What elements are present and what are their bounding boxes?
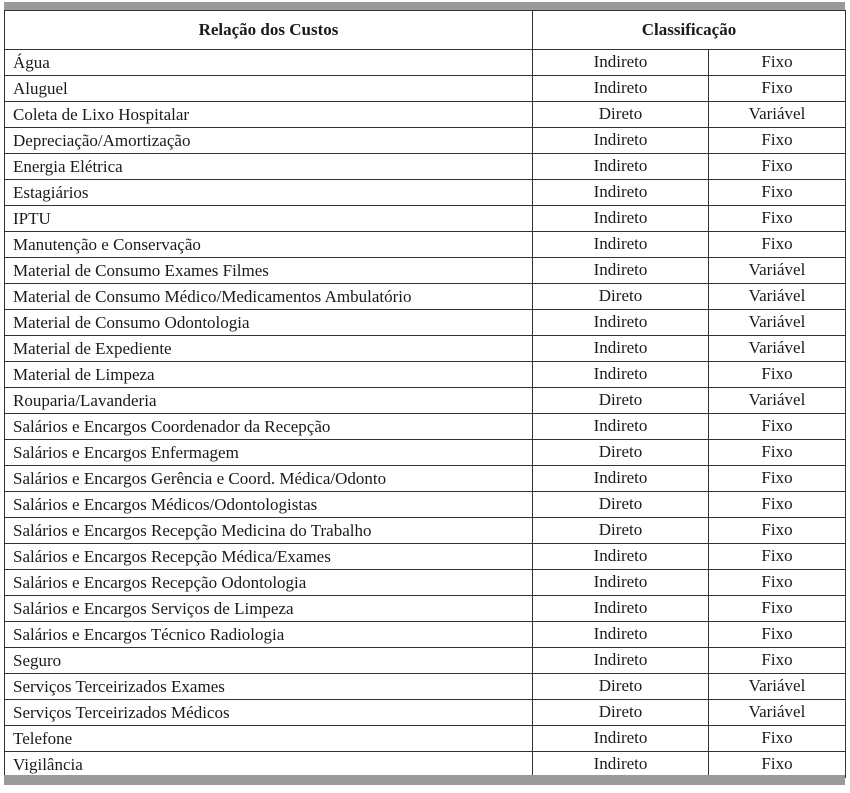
cost-name-cell: Salários e Encargos Técnico Radiologia	[5, 622, 533, 648]
cost-type-cell: Indireto	[533, 622, 709, 648]
cost-type-cell: Indireto	[533, 310, 709, 336]
cost-behavior-cell: Fixo	[709, 50, 846, 76]
bottom-border-bar	[4, 775, 845, 785]
cost-name-cell: Material de Consumo Médico/Medicamentos Ambulatório	[5, 284, 533, 310]
cost-type-cell: Direto	[533, 674, 709, 700]
table-row	[5, 180, 846, 206]
cost-type-cell: Indireto	[533, 726, 709, 752]
cost-behavior-cell: Fixo	[709, 492, 846, 518]
cost-type-cell: Direto	[533, 700, 709, 726]
cost-name-cell: IPTU	[5, 206, 533, 232]
cost-type-cell: Indireto	[533, 50, 709, 76]
cost-type-cell: Indireto	[533, 232, 709, 258]
cost-type-cell: Indireto	[533, 76, 709, 102]
table-row	[5, 284, 846, 310]
table-body	[5, 50, 846, 778]
top-border-bar	[4, 2, 845, 10]
table-row	[5, 154, 846, 180]
cost-type-cell: Indireto	[533, 752, 709, 778]
cost-behavior-cell: Variável	[709, 284, 846, 310]
table-row	[5, 76, 846, 102]
table-row	[5, 466, 846, 492]
cost-type-cell: Direto	[533, 518, 709, 544]
cost-name-cell: Material de Expediente	[5, 336, 533, 362]
table-row	[5, 50, 846, 76]
cost-type-cell: Indireto	[533, 154, 709, 180]
table-header-row	[5, 11, 846, 50]
cost-behavior-cell: Fixo	[709, 726, 846, 752]
cost-name-cell: Salários e Encargos Médicos/Odontologistas	[5, 492, 533, 518]
table-row	[5, 518, 846, 544]
cost-name-cell: Manutenção e Conservação	[5, 232, 533, 258]
table-row	[5, 596, 846, 622]
table-row	[5, 622, 846, 648]
table-row	[5, 102, 846, 128]
cost-name-cell: Coleta de Lixo Hospitalar	[5, 102, 533, 128]
table-row	[5, 674, 846, 700]
table-row	[5, 310, 846, 336]
cost-behavior-cell: Fixo	[709, 232, 846, 258]
cost-behavior-cell: Variável	[709, 102, 846, 128]
table-row	[5, 362, 846, 388]
cost-type-cell: Indireto	[533, 336, 709, 362]
cost-behavior-cell: Fixo	[709, 648, 846, 674]
table-row	[5, 414, 846, 440]
cost-name-cell: Serviços Terceirizados Exames	[5, 674, 533, 700]
table-row	[5, 752, 846, 778]
costs-table	[4, 10, 846, 778]
cost-behavior-cell: Fixo	[709, 544, 846, 570]
cost-behavior-cell: Variável	[709, 674, 846, 700]
cost-type-cell: Direto	[533, 440, 709, 466]
cost-name-cell: Estagiários	[5, 180, 533, 206]
cost-behavior-cell: Fixo	[709, 180, 846, 206]
cost-behavior-cell: Fixo	[709, 362, 846, 388]
cost-behavior-cell: Variável	[709, 388, 846, 414]
cost-name-cell: Salários e Encargos Coordenador da Recepção	[5, 414, 533, 440]
cost-name-cell: Material de Consumo Odontologia	[5, 310, 533, 336]
cost-type-cell: Direto	[533, 284, 709, 310]
cost-behavior-cell: Fixo	[709, 752, 846, 778]
cost-name-cell: Salários e Encargos Serviços de Limpeza	[5, 596, 533, 622]
cost-type-cell: Direto	[533, 492, 709, 518]
cost-name-cell: Telefone	[5, 726, 533, 752]
cost-type-cell: Indireto	[533, 258, 709, 284]
header-cost-relation: Relação dos Custos	[5, 11, 533, 50]
cost-name-cell: Depreciação/Amortização	[5, 128, 533, 154]
cost-name-cell: Salários e Encargos Recepção Odontologia	[5, 570, 533, 596]
header-classification: Classificação	[533, 11, 846, 50]
cost-behavior-cell: Fixo	[709, 466, 846, 492]
cost-type-cell: Indireto	[533, 128, 709, 154]
cost-type-cell: Direto	[533, 388, 709, 414]
table-row	[5, 570, 846, 596]
cost-type-cell: Direto	[533, 102, 709, 128]
cost-behavior-cell: Variável	[709, 258, 846, 284]
table-row	[5, 232, 846, 258]
cost-name-cell: Salários e Encargos Recepção Medicina do Trabalho	[5, 518, 533, 544]
cost-type-cell: Indireto	[533, 362, 709, 388]
table-row	[5, 440, 846, 466]
cost-behavior-cell: Fixo	[709, 570, 846, 596]
cost-name-cell: Salários e Encargos Recepção Médica/Exames	[5, 544, 533, 570]
cost-behavior-cell: Fixo	[709, 76, 846, 102]
cost-type-cell: Indireto	[533, 648, 709, 674]
cost-name-cell: Rouparia/Lavanderia	[5, 388, 533, 414]
table-row	[5, 648, 846, 674]
table-row	[5, 206, 846, 232]
cost-type-cell: Indireto	[533, 206, 709, 232]
cost-type-cell: Indireto	[533, 414, 709, 440]
table-row	[5, 726, 846, 752]
cost-behavior-cell: Fixo	[709, 206, 846, 232]
table-row	[5, 388, 846, 414]
cost-type-cell: Indireto	[533, 466, 709, 492]
cost-behavior-cell: Fixo	[709, 622, 846, 648]
cost-type-cell: Indireto	[533, 544, 709, 570]
cost-type-cell: Indireto	[533, 180, 709, 206]
table-row	[5, 492, 846, 518]
cost-behavior-cell: Fixo	[709, 440, 846, 466]
cost-behavior-cell: Variável	[709, 310, 846, 336]
cost-name-cell: Material de Limpeza	[5, 362, 533, 388]
table-row	[5, 128, 846, 154]
table-row	[5, 700, 846, 726]
cost-name-cell: Energia Elétrica	[5, 154, 533, 180]
cost-name-cell: Aluguel	[5, 76, 533, 102]
cost-name-cell: Vigilância	[5, 752, 533, 778]
cost-name-cell: Material de Consumo Exames Filmes	[5, 258, 533, 284]
cost-behavior-cell: Fixo	[709, 154, 846, 180]
cost-behavior-cell: Fixo	[709, 414, 846, 440]
cost-type-cell: Indireto	[533, 596, 709, 622]
cost-name-cell: Salários e Encargos Gerência e Coord. Médica/Odonto	[5, 466, 533, 492]
cost-behavior-cell: Fixo	[709, 518, 846, 544]
cost-name-cell: Água	[5, 50, 533, 76]
table-row	[5, 544, 846, 570]
cost-behavior-cell: Variável	[709, 336, 846, 362]
cost-name-cell: Seguro	[5, 648, 533, 674]
cost-behavior-cell: Variável	[709, 700, 846, 726]
cost-name-cell: Serviços Terceirizados Médicos	[5, 700, 533, 726]
cost-name-cell: Salários e Encargos Enfermagem	[5, 440, 533, 466]
cost-behavior-cell: Fixo	[709, 128, 846, 154]
cost-behavior-cell: Fixo	[709, 596, 846, 622]
cost-type-cell: Indireto	[533, 570, 709, 596]
table-row	[5, 336, 846, 362]
table-row	[5, 258, 846, 284]
